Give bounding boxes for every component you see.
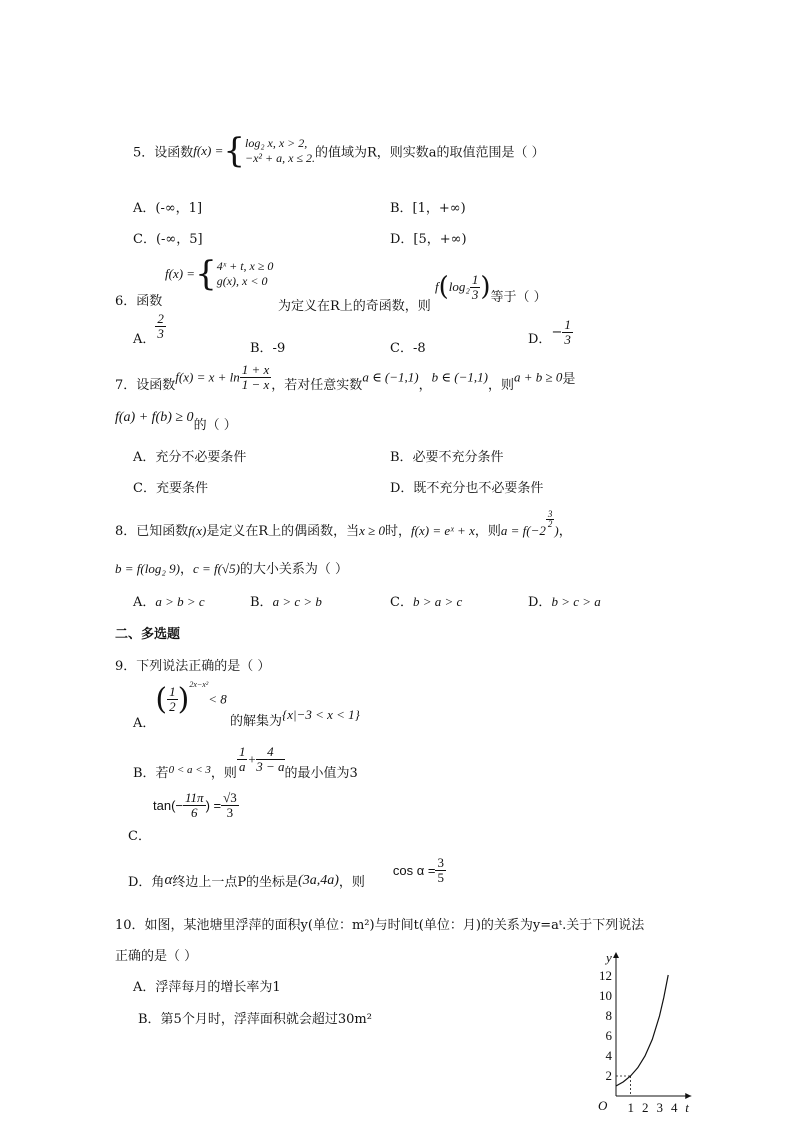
q9-a-base-num: 1 [169,684,176,699]
q8-sep: ， [179,562,193,577]
q7-line2-expr: f(a) + f(b) ≥ 0 [115,410,194,425]
q9-b-frac2-den: 3 − a [256,759,285,774]
q6-stem [115,290,162,309]
q8-stem [115,509,572,541]
q6-expr-den: 3 [471,286,479,302]
q9-b-frac1-den: a [238,759,246,774]
y-tick-label-12: 12 [599,968,612,983]
q7-option-a: A．充分不必要条件 [133,450,247,465]
q9-b-frac1 [237,745,248,774]
x-axis-arrow [685,1093,691,1099]
q7-mid2: ，则 [487,378,514,393]
q6-middle: 为定义在R上的奇函数，则 [278,298,431,314]
q9-c-lhs: tan(− [153,798,183,813]
q6-rparen: ) [480,272,491,302]
q6-expr-f: f [434,279,439,294]
q9-a-set: {x|−3 < x < 1} [282,707,360,722]
q6-expr-num: 1 [471,271,479,287]
q6-brace: { [195,254,217,294]
q8-a-exp [546,510,555,529]
q6-option-d-den: 3 [564,332,571,347]
q9-b-frac1-num: 1 [238,744,246,759]
q6-expr-frac [470,273,481,302]
q9-c-num: 11π [185,790,204,805]
q7-frac-num: 1 + x [241,362,270,377]
q10-option-a: A．浮萍每月的增长率为1 [133,980,281,995]
q9-d-point: (3a,4a) [298,872,339,888]
q8-mid2: 时， [385,524,412,539]
q8-option-c-expr: b > a > c [412,594,463,609]
q6-case1: 4ˣ + t, x ≥ 0 [216,259,274,273]
q9-b-suffix: 的最小值为3 [284,766,358,781]
q8-b-def: b = f(log₂ 9) [115,561,180,576]
q7-stem [115,363,575,392]
q6-cases [217,259,274,289]
q9-a-base-den: 2 [169,699,176,714]
q8-option-b [250,591,322,610]
q5-option-a: A．(-∞，1] [133,201,203,216]
q6-middle-line [278,271,547,314]
q6-suffix: 等于（ ） [490,289,547,305]
q8-option-d [528,591,601,610]
q6-prefix: 6．函数 [115,294,163,309]
section-multi-choice: 二、多选题 [115,627,181,642]
q8-option-b-expr: a > c > b [272,594,322,609]
q8-a-close: ) [554,523,559,538]
q9-b-cond: 0 < a < 3 [168,763,211,776]
q8-option-a-expr: a > b > c [155,594,205,609]
x-tick-label-1: 1 [627,1100,634,1115]
q9-option-b [133,744,358,781]
q5-suffix: 的值域为R，则实数a的取值范围是（ ） [315,145,545,161]
q8-prefix: 8．已知函数 [115,524,189,539]
q5-case1: log₂ x, x > 2, [244,136,308,150]
q9-c-rnum: √3 [223,790,237,805]
q5-func: f(x) = [193,143,224,158]
q6-case2: g(x), x < 0 [216,274,268,288]
q8-a-exp-num: 3 [547,509,553,519]
q6-option-a-num: 2 [157,311,164,326]
q9-a-base [167,685,178,714]
q6-option-d-prefix: D． [528,332,552,347]
q5-cases [245,136,315,166]
q5-option-b: B．[1，+∞) [390,201,466,216]
q10-line2: 正确的是（ ） [115,949,198,964]
q9-b-plus: + [247,751,257,767]
growth-chart [590,936,700,1116]
q8-c-def: c = f(√5) [192,561,240,576]
q7-cond: a + b ≥ 0 [513,369,563,385]
q6-option-d-frac [562,318,573,347]
q9-a-tail [230,707,360,729]
q9-d-frac [435,856,446,885]
y-tick-label-10: 10 [599,988,612,1003]
q8-a-exp-den: 2 [547,519,553,529]
q8-cond: x ≥ 0 [359,523,386,538]
q5-option-c: C．(-∞，5] [133,232,203,247]
x-axis-label: t [685,1100,689,1115]
q8-end1: ， [558,524,572,539]
q10-option-b: B．第5个月时，浮萍面积就会超过30m² [138,1012,372,1027]
q9-d-alpha: α [164,872,173,888]
q10-line1: 10．如图，某池塘里浮萍的面积y(单位：m²)与时间t(单位：月)的关系为y=aᵗ.关于下列说法 [115,918,645,933]
q7-line2 [115,406,237,433]
y-tick-label-2: 2 [605,1068,612,1083]
q9-b-mid: ，则 [210,766,237,781]
q8-option-c [390,591,462,610]
q5-stem [133,131,545,171]
q8-option-a-prefix: A． [133,595,156,610]
origin-label: O [598,1098,608,1113]
x-tick-label-2: 2 [642,1100,649,1115]
q8-option-d-prefix: D． [528,595,552,610]
q7-option-c: C．充要条件 [133,481,208,496]
q9-option-a [133,680,227,731]
q9-d-den: 5 [437,870,444,885]
q7-comma: ， [418,378,432,393]
q9-d-then: ，则 [338,875,365,890]
q7-option-d: D．既不充分也不必要条件 [390,481,544,496]
q6-option-d-sign: − [551,325,563,340]
q6-lparen: ( [438,272,449,302]
q9-stem: 9．下列说法正确的是（ ） [115,659,271,674]
q7-frac [240,363,272,392]
q9-option-c-expr [153,791,239,820]
q9-a-mid: 的解集为 [230,714,283,729]
q9-a-rparen: ) [177,682,190,717]
q6-option-a-den: 3 [157,326,164,341]
q9-a-rhs: < 8 [208,691,227,707]
q9-c-eq: ) = [205,798,222,813]
q8-mid3: ，则 [474,524,501,539]
y-axis-arrow [613,952,619,958]
q6-option-a-frac [155,312,166,341]
q8-option-b-prefix: B． [250,595,273,610]
q9-c-den: 6 [191,805,198,820]
q6-option-a-prefix: A． [133,332,156,347]
q9-c-frac [183,791,206,820]
chart-ticks [599,968,678,1115]
q5-prefix: 5．设函数 [133,145,194,161]
q6-option-b: B．-9 [250,341,286,356]
q7-prefix: 7．设函数 [115,378,176,393]
y-axis-label: y [606,950,612,965]
q8-option-c-prefix: C． [390,595,413,610]
q5-case2: −x² + a, x ≤ 2. [244,151,316,165]
q9-b-frac2-num: 4 [256,745,284,760]
q8-line2-suffix: 的大小关系为（ ） [239,562,349,577]
q7-func: f(x) = x + ln [175,369,240,385]
y-tick-label-8: 8 [605,1008,612,1023]
q7-option-b: B．必要不充分条件 [390,450,504,465]
q6-option-c: C．-8 [390,341,426,356]
q6-option-d [528,318,573,347]
q8-option-d-expr: b > c > a [551,594,601,609]
q9-c-rden: 3 [226,805,234,820]
q9-option-d [128,855,446,890]
q6-func: f(x) = [165,266,196,281]
q9-a-label: A． [133,716,156,731]
q7-a-in: a ∈ (−1,1) [362,369,419,385]
q7-b-in: b ∈ (−1,1) [431,369,488,385]
q7-mid1: ，若对任意实数 [271,378,363,393]
q8-def: f(x) = eˣ + x [411,523,475,538]
y-tick-label-6: 6 [605,1028,612,1043]
q7-frac-den: 1 − x [241,377,270,392]
chart-series [616,975,668,1096]
q9-c-rfrac [221,791,239,820]
q9-b-prefix: B．若 [133,766,169,781]
q8-mid1: 是定义在R上的偶函数，当 [206,524,360,539]
q9-d-prefix: D．角 [128,875,165,890]
q9-a-lparen: ( [155,682,168,717]
q6-expr-log: log₂ [448,279,470,294]
q8-a-def: a = f(−2 [500,523,546,538]
q6-option-a [133,311,166,347]
q6-func-def [165,254,274,294]
q9-b-frac2 [256,745,284,774]
x-tick-label-3: 3 [656,1100,663,1115]
growth-curve [616,975,668,1086]
q9-d-cos: cos α = [392,863,436,878]
q7-line2-suffix: 的（ ） [193,418,237,433]
q5-option-d: D．[5，+∞) [390,232,467,247]
q8-line2 [115,558,348,577]
x-tick-label-4: 4 [671,1100,678,1115]
q9-a-exp: 2x−x² [189,680,209,689]
q9-option-c-label: C． [128,829,151,844]
q5-brace: { [223,131,245,171]
q8-option-a [133,591,205,610]
q9-d-mid: 终边上一点P的坐标是 [172,875,299,890]
q6-option-d-num: 1 [564,317,571,332]
q7-end1: 是 [562,372,576,387]
q8-fx: f(x) [188,523,207,538]
q9-d-num: 3 [437,855,444,870]
y-tick-label-4: 4 [605,1048,612,1063]
